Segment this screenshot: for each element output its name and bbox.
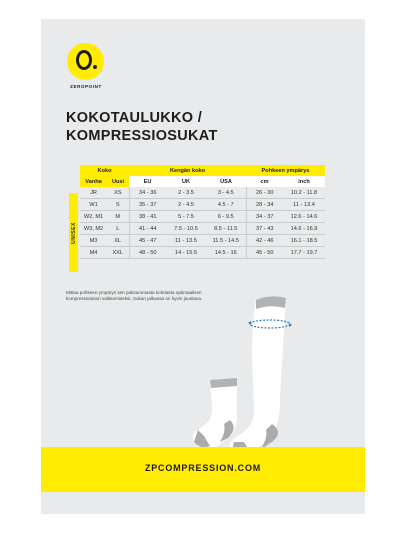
cell-inch: 12.6 - 14.6 [283,211,325,223]
cell-cm: 37 - 43 [246,223,283,235]
header-pohkeen-ymparys: Pohkeen ympärys [246,165,325,176]
header-uusi: Uusi [107,176,129,187]
header-eu: EU [129,176,166,187]
cell-eu: 48 - 50 [129,247,166,259]
cell-inch: 17.7 - 19.7 [283,247,325,259]
table-row [80,223,325,235]
header-vanha: Vanha [80,176,107,187]
cell-uusi: XS [107,187,129,199]
cell-uusi: S [107,199,129,211]
cell-vanha: M3 [80,235,107,247]
cell-cm: 26 - 30 [246,187,283,199]
table-row [80,199,325,211]
header-kengan-koko: Kengän koko [129,165,246,176]
cell-uusi: XL [107,235,129,247]
cell-usa: 11.5 - 14.5 [206,235,246,247]
cell-uusi: L [107,223,129,235]
cell-vanha: M4 [80,247,107,259]
cell-vanha: W2, M1 [80,211,107,223]
cell-usa: 14.5 - 16 [206,247,246,259]
cell-uk: 2 - 3.5 [166,187,206,199]
cell-eu: 34 - 36 [129,187,166,199]
website-url: ZPCOMPRESSION.COM [144,463,262,473]
cell-uk: 2 - 4.5 [166,199,206,211]
cell-cm: 42 - 46 [246,235,283,247]
brand-name: ZEROPOINT [70,84,102,89]
page-title-line1: KOKOTAULUKKO / [66,110,203,126]
measuring-note: Mittaa pohkeen ympärys sen paksummasta kohdasta optimaalisen kompressiotason valitsemiseksi. Sukan jalkaosa on hyvin joustava. [66,290,203,302]
cell-vanha: W3, M2 [80,223,107,235]
cell-usa: 6 - 9.5 [206,211,246,223]
cell-eu: 41 - 44 [129,223,166,235]
cell-uk: 14 - 15.5 [166,247,206,259]
ankle-sock-icon [193,378,237,449]
size-table [80,165,325,259]
cell-usa: 8.5 - 11.5 [206,223,246,235]
cell-inch: 10.2 - 11.8 [283,187,325,199]
unisex-side-label [69,193,78,272]
page-title-line2: KOMPRESSIOSUKAT [66,128,218,144]
cell-vanha: W1 [80,199,107,211]
cell-cm: 28 - 34 [246,199,283,211]
cell-eu: 45 - 47 [129,235,166,247]
cell-eu: 35 - 37 [129,199,166,211]
cell-inch: 16.1 - 18.5 [283,235,325,247]
sock-illustration [190,292,330,462]
cell-usa: 3 - 4.5 [206,187,246,199]
cell-uusi: XXL [107,247,129,259]
group-header-row [80,165,325,176]
cell-eu: 38 - 41 [129,211,166,223]
cell-cm: 45 - 50 [246,247,283,259]
table-row [80,211,325,223]
cell-uk: 11 - 13.5 [166,235,206,247]
cell-uk: 5 - 7.5 [166,211,206,223]
cell-uusi: M [107,211,129,223]
cell-vanha: JR [80,187,107,199]
cell-inch: 14.6 - 16.9 [283,223,325,235]
header-koko: Koko [80,165,129,176]
sub-header-row [80,176,325,187]
header-cm: cm [246,176,283,187]
header-inch: inch [283,176,325,187]
header-usa: USA [206,176,246,187]
logo-letter-o-icon [76,50,92,70]
table-row [80,247,325,259]
cell-uk: 7.5 - 10.5 [166,223,206,235]
footer-banner [41,447,365,492]
unisex-label-text: UNISEX [70,221,77,244]
cell-inch: 11 - 13.4 [283,199,325,211]
cell-cm: 34 - 37 [246,211,283,223]
header-uk: UK [166,176,206,187]
cell-usa: 4.5 - 7 [206,199,246,211]
table-row [80,187,325,199]
logo-dot-icon [93,65,97,69]
table-row [80,235,325,247]
compression-sock-icon [229,296,286,453]
